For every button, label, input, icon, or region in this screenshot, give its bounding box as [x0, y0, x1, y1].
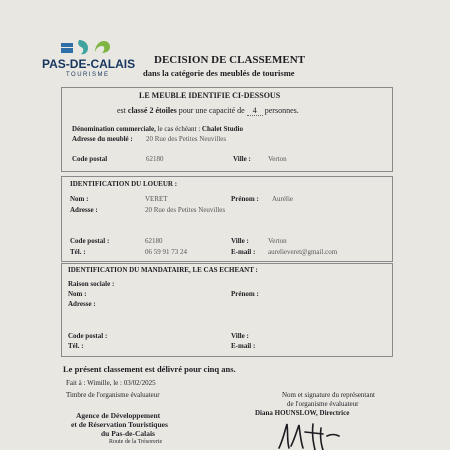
meuble-heading: LE MEUBLE IDENTIFIE CI-DESSOUS	[139, 91, 281, 100]
page-subtitle: dans la catégorie des meublés de tourisme	[143, 68, 295, 78]
loueur-cp-label: Code postal :	[70, 237, 110, 245]
logo	[38, 38, 138, 83]
classement-mid: pour une capacité de	[178, 106, 245, 115]
logo-subtitle: TOURISME	[66, 72, 110, 78]
mandataire-heading: IDENTIFICATION DU MANDATAIRE, LE CAS ECHEANT :	[68, 266, 258, 274]
meuble-cp-label: Code postal	[72, 155, 108, 163]
loueur-section	[61, 176, 393, 262]
mandataire-cp-label: Code postal :	[68, 332, 108, 340]
loueur-email-label: E-mail :	[231, 248, 256, 256]
loueur-prenom-label: Prénom :	[231, 195, 259, 203]
handwritten-signature	[275, 420, 345, 450]
mandataire-nom-label: Nom :	[68, 290, 87, 298]
meuble-adresse-label: Adresse du meublé :	[72, 135, 133, 143]
meuble-ville-value: Verton	[268, 155, 287, 163]
loueur-cp-value: 62180	[145, 237, 163, 245]
loueur-prenom-value: Aurélie	[272, 195, 293, 203]
stamp-line-1: Agence de Développement	[76, 411, 161, 420]
stamp-line-2: et de Réservation Touristiques	[71, 420, 168, 429]
capacite-value: 4	[247, 106, 263, 116]
loueur-nom-label: Nom :	[70, 195, 89, 203]
mandataire-adresse-label: Adresse :	[68, 300, 96, 308]
mandataire-prenom-label: Prénom :	[231, 290, 259, 298]
signature-label-1: Nom et signature du représentant	[282, 391, 375, 399]
classement-suffix: personnes.	[264, 106, 299, 115]
signature-label-2: de l'organisme évaluateur	[287, 400, 359, 408]
stamp-line-3: du Pas-de-Calais	[101, 429, 155, 438]
denomination-note: le cas échéant :	[157, 125, 201, 133]
loueur-ville-value: Verton	[268, 237, 287, 245]
mandataire-tel-label: Tél. :	[68, 342, 84, 350]
validity-text: Le présent classement est délivré pour cinq ans.	[63, 364, 236, 374]
mandataire-section	[61, 263, 393, 357]
mandataire-email-label: E-mail :	[231, 342, 256, 350]
loueur-nom-value: VERET	[145, 195, 168, 203]
denomination-label: Dénomination commerciale,	[72, 125, 156, 133]
classement-main: classé 2 étoiles	[127, 106, 177, 115]
denomination-row	[72, 125, 243, 133]
signature-name: Diana HOUNSLOW, Directrice	[255, 409, 350, 417]
classement-line	[117, 106, 299, 116]
loueur-adresse-value: 20 Rue des Petites Neuvilles	[145, 206, 226, 214]
mandataire-raison-label: Raison sociale :	[68, 280, 115, 288]
denomination-value: Chalet Studio	[201, 125, 243, 133]
loueur-ville-label: Ville :	[231, 237, 249, 245]
loueur-heading: IDENTIFICATION DU LOUEUR :	[70, 180, 178, 188]
loueur-email-value: aurelieveret@gmail.com	[268, 248, 338, 256]
mandataire-ville-label: Ville :	[231, 332, 249, 340]
meuble-adresse-value: 20 Rue des Petites Neuvilles	[146, 135, 227, 143]
page-title: DECISION DE CLASSEMENT	[154, 54, 305, 66]
timbre-label: Timbre de l'organisme évaluateur	[66, 391, 160, 399]
meuble-ville-label: Ville :	[233, 155, 251, 163]
stamp-line-4: Route de la Trésorerie	[109, 439, 163, 445]
loueur-tel-value: 06 59 91 73 24	[145, 248, 187, 256]
logo-title: PAS-DE-CALAIS	[42, 57, 136, 71]
loueur-tel-label: Tél. :	[70, 248, 86, 256]
logo-icon	[38, 38, 138, 58]
official-stamp	[71, 411, 196, 450]
meuble-cp-value: 62180	[146, 155, 164, 163]
classement-prefix: est	[117, 106, 126, 115]
loueur-adresse-label: Adresse :	[70, 206, 98, 214]
fait-text: Fait à : Wimille, le : 03/02/2025	[66, 379, 156, 387]
